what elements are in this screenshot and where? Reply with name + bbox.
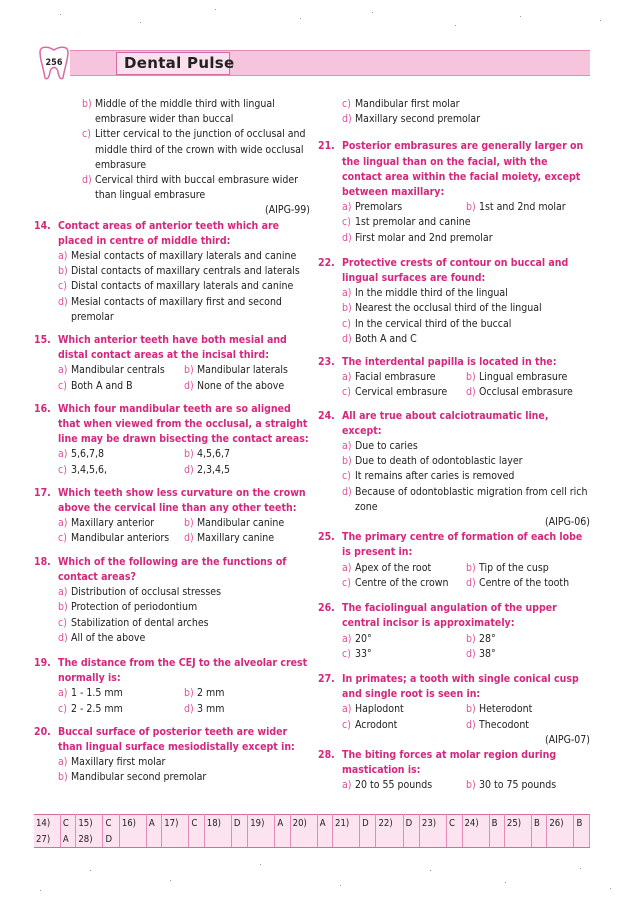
speckle bbox=[372, 12, 373, 13]
question-23: 23. The interdental papilla is located in the: a) Facial embrasure b) Lingual embrasure c) Cervical embrasure d) Occlusal embrasure bbox=[318, 355, 590, 401]
speckle bbox=[260, 864, 261, 865]
continued-options bbox=[34, 97, 310, 203]
question-stem: All are true about calciotraumatic line, except: bbox=[342, 409, 549, 437]
option: c) Mandibular first molar bbox=[342, 98, 460, 110]
left-column bbox=[34, 97, 310, 786]
option: a) Distribution of occlusal stresses bbox=[58, 586, 221, 599]
speckle bbox=[505, 882, 506, 883]
option: b) Due to death of odontoblastic layer bbox=[342, 455, 523, 468]
question-stem: The interdental papilla is located in the: bbox=[342, 356, 557, 369]
exam-reference: (AIPG-06) bbox=[544, 516, 590, 529]
right-column bbox=[318, 97, 590, 794]
speckle bbox=[40, 890, 41, 891]
question-20: 20. Buccal surface of posterior teeth are wider than lingual surface mesiodistally except in: a) Maxillary first molar b) Mandibular second premolar bbox=[34, 725, 310, 786]
question-stem: Posterior embrasures are generally larger on the lingual than on the facial, with the contact area within the facial moiety, except between maxillary: bbox=[342, 140, 584, 199]
speckle bbox=[300, 18, 301, 19]
question-22: 22. Protective crests of contour on buccal and lingual surfaces are found: a) In the middle third of the lingual b) Nearest the occlusal third of the lingual c) In the cervical third of the buccal d) Both A and C bbox=[318, 256, 590, 347]
question-stem: Protective crests of contour on buccal and lingual surfaces are found: bbox=[342, 256, 569, 285]
question-24: 24. All are true about calciotraumatic line, except: a) Due to caries b) Due to death of odontoblastic layer c) It remains after caries is removed d) Because of odontoblastic migration from cell rich zone bbox=[318, 409, 590, 515]
option: d) All of the above bbox=[58, 631, 146, 644]
question-21: 21. Posterior embrasures are generally larger on the lingual than on the facial, with the contact area within the facial moiety, except between maxillary: a) Premolars b) 1st and 2nd molar c) 1st premolar and canine d) First molar and 2nd premolar bbox=[318, 139, 590, 245]
option: d) Maxillary second premolar bbox=[342, 113, 481, 126]
option: b) Nearest the occlusal third of the lingual bbox=[342, 302, 542, 315]
option: c) It remains after caries is removed bbox=[342, 470, 515, 483]
question-16: 16. Which four mandibular teeth are so aligned that when viewed from the occlusal, a straight line may be drawn bisecting the contact areas: a) 5,6,7,8 b) 4,5,6,7 c) 3,4,5,6, d) 2,3,4,5 bbox=[34, 402, 309, 476]
question-stem: Contact areas of anterior teeth which are placed in centre of middle third: bbox=[58, 219, 280, 247]
answer-key-table bbox=[34, 814, 590, 848]
question-14: 14. Contact areas of anterior teeth which are placed in centre of middle third: a) Mesial contacts of maxillary laterals and canine b) Distal contacts of maxillary centrals and laterals c) Distal contacts of maxillary laterals and canine d) Mesial contacts of maxillary first and second premolar bbox=[34, 219, 310, 325]
question-stem: The distance from the CEJ to the alveolar crest normally is: bbox=[58, 656, 308, 685]
question-stem: Which anterior teeth have both mesial and distal contact areas at the incisal third: bbox=[58, 334, 287, 362]
option: d) Because of odontoblastic migration from cell rich zone bbox=[342, 485, 588, 513]
option: d) Both A and C bbox=[342, 332, 417, 345]
question-stem: The faciolingual angulation of the upper central incisor is approximately: bbox=[342, 602, 557, 630]
question-stem: Buccal surface of posterior teeth are wider than lingual surface mesiodistally except in: bbox=[58, 725, 295, 753]
speckle bbox=[215, 9, 216, 10]
option: c) In the cervical third of the buccal bbox=[342, 317, 512, 330]
question-stem: Which four mandibular teeth are so aligned that when viewed from the occlusal, a straight line may be drawn bisecting the contact areas: bbox=[58, 402, 309, 446]
question-stem: Which of the following are the functions of contact areas? bbox=[58, 555, 287, 583]
question-stem: In primates; a tooth with single conical cusp and single root is seen in: bbox=[342, 672, 579, 701]
page-title: Dental Pulse bbox=[124, 54, 235, 72]
option: a) Due to caries bbox=[342, 440, 418, 453]
speckle bbox=[580, 868, 581, 869]
question-stem: Which teeth show less curvature on the crown above the cervical line than any other teeth: bbox=[58, 486, 306, 515]
question-28: 28. The biting forces at molar region during mastication is: a) 20 to 55 pounds b) 30 to 75 pounds bbox=[318, 748, 590, 794]
answer-row: 27) A 28) D bbox=[34, 831, 590, 848]
speckle bbox=[600, 20, 601, 21]
question-25: 25. The primary centre of formation of each lobe is present in: a) Apex of the root b) Tip of the cusp c) Centre of the crown d) Centre of the tooth bbox=[318, 530, 590, 591]
question-27: 27. In primates; a tooth with single conical cusp and single root is seen in: a) Haplodont b) Heterodont c) Acrodont d) Thecodont bbox=[318, 672, 590, 733]
speckle bbox=[170, 880, 171, 881]
question-stem: The primary centre of formation of each lobe is present in: bbox=[342, 531, 583, 559]
question-26: 26. The faciolingual angulation of the upper central incisor is approximately: a) 20° b) 28° c) 33° d) 38° bbox=[318, 601, 590, 662]
question-19: 19. The distance from the CEJ to the alveolar crest normally is: a) 1 - 1.5 mm b) 2 mm c) 2 - 2.5 mm d) 3 mm bbox=[34, 656, 310, 717]
speckle bbox=[140, 22, 141, 23]
speckle bbox=[455, 25, 456, 26]
option: a) In the middle third of the lingual bbox=[342, 287, 508, 300]
option: c) Distal contacts of maxillary laterals and canine bbox=[58, 280, 294, 293]
question-18: 18. Which of the following are the functions of contact areas? a) Distribution of occlusal stresses b) Protection of periodontium c) Stabilization of dental arches d) All of the above bbox=[34, 555, 310, 646]
option: b) Protection of periodontium bbox=[58, 601, 198, 614]
question-17: 17. Which teeth show less curvature on the crown above the cervical line than any other teeth: a) Maxillary anterior b) Mandibular canine c) Mandibular anteriors d) Maxillary canine bbox=[34, 486, 310, 547]
speckle bbox=[90, 870, 91, 871]
speckle bbox=[60, 14, 61, 15]
question-15: 15. Which anterior teeth have both mesial and distal contact areas at the incisal third: a) Mandibular centrals b) Mandibular laterals c) Both A and B d) None of the above bbox=[34, 333, 310, 394]
exam-reference: (AIPG-99) bbox=[264, 204, 310, 217]
option: b) Middle of the middle third with lingual embrasure wider than buccal bbox=[82, 98, 275, 126]
speckle bbox=[430, 870, 431, 871]
speckle bbox=[610, 888, 611, 889]
option: c) Litter cervical to the junction of occlusal and middle third of the crown with wide occlusal embrasure bbox=[82, 128, 306, 171]
option: a) Maxillary first molar bbox=[58, 756, 166, 769]
option: d) First molar and 2nd premolar bbox=[342, 231, 493, 244]
option: d) Mesial contacts of maxillary first and second premolar bbox=[58, 295, 282, 323]
exam-reference: (AIPG-07) bbox=[544, 733, 590, 746]
question-stem: The biting forces at molar region during mastication is: bbox=[342, 748, 557, 777]
speckle bbox=[520, 16, 521, 17]
option: b) Distal contacts of maxillary centrals and laterals bbox=[58, 265, 300, 278]
speckle bbox=[340, 885, 341, 886]
answer-row: 14) C 15) C 16) A 17) C 18) D 19) A 20) A 21) D 22) D 23) C 24) B 25) B 26) B bbox=[34, 815, 590, 832]
option: b) Mandibular second premolar bbox=[58, 771, 207, 784]
option: c) Stabilization of dental arches bbox=[58, 616, 209, 629]
page-number: 256 bbox=[45, 58, 63, 68]
option: d) Cervical third with buccal embrasure wider than lingual embrasure bbox=[82, 174, 299, 202]
continued-options bbox=[318, 97, 590, 127]
option: c) 1st premolar and canine bbox=[342, 216, 471, 229]
option: a) Mesial contacts of maxillary laterals and canine bbox=[58, 250, 297, 263]
